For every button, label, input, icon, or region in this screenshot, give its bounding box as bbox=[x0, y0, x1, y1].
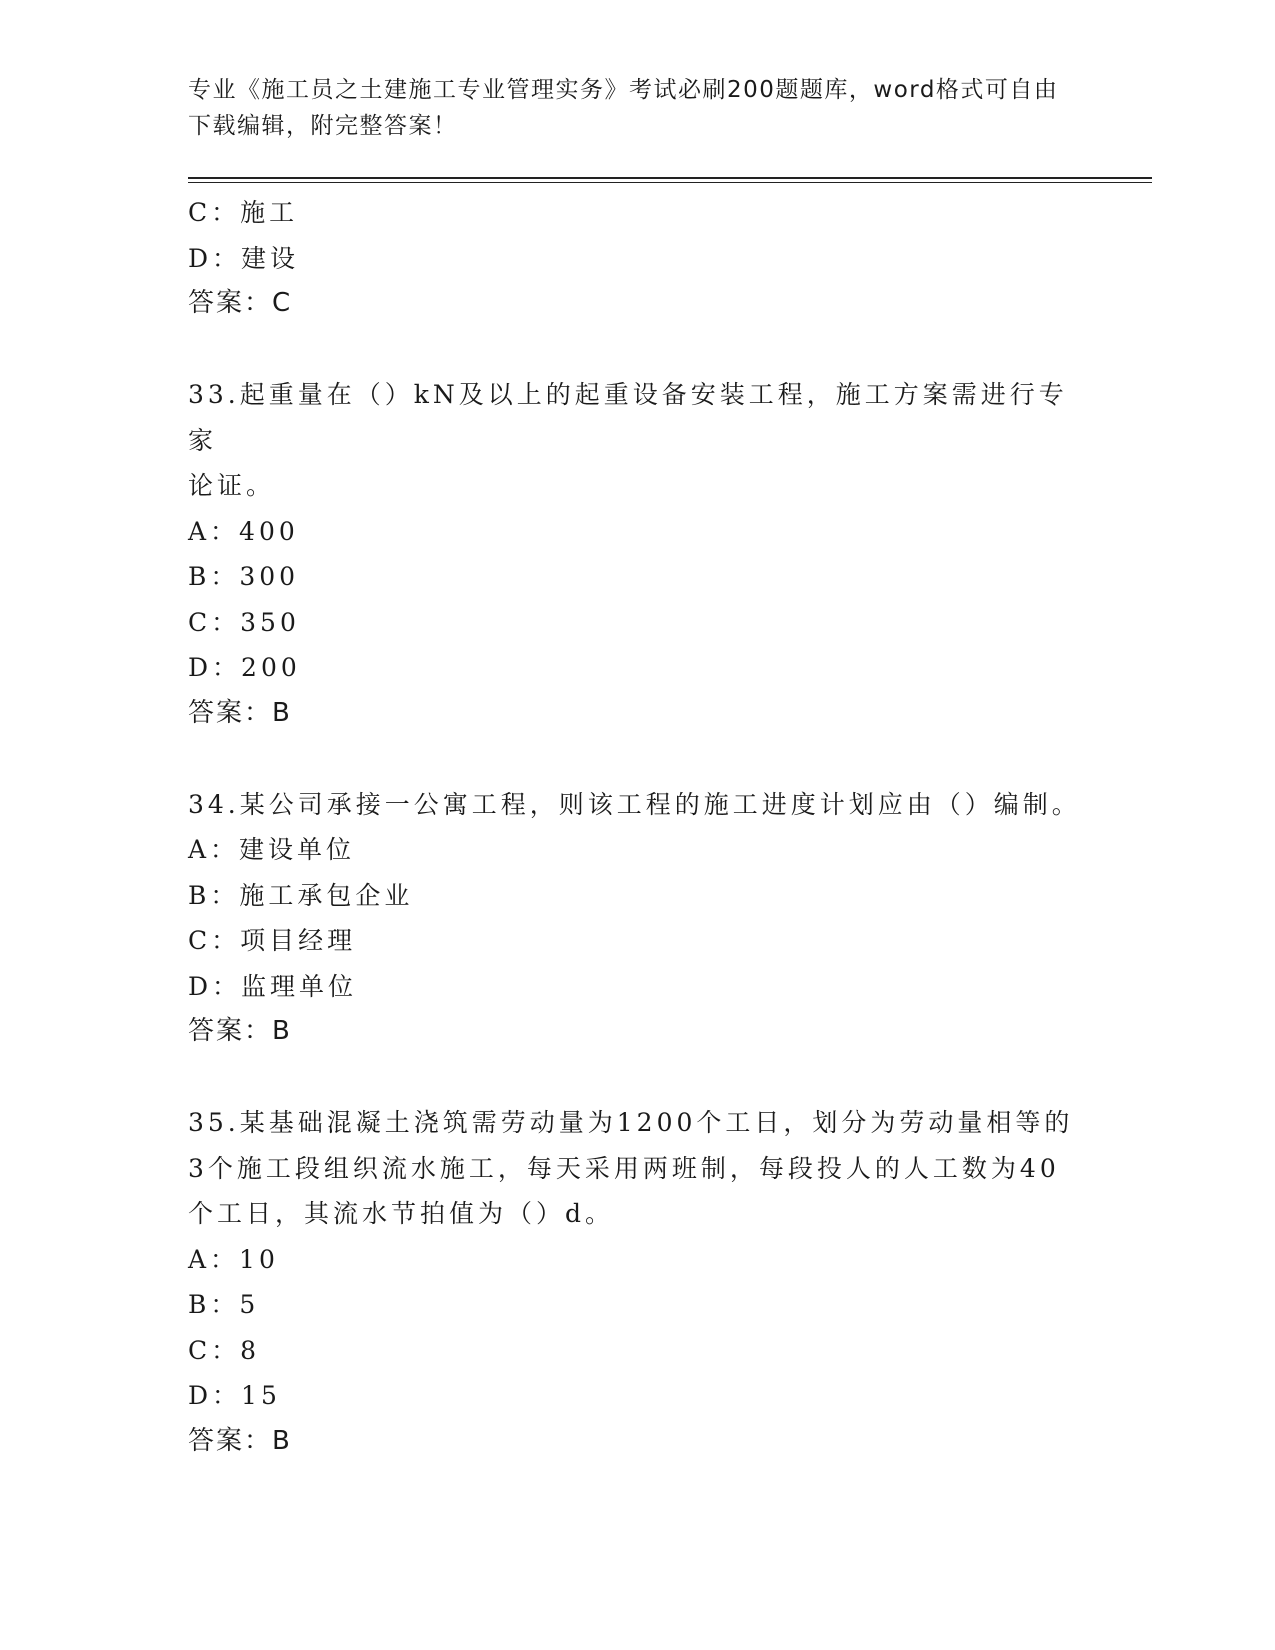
option-a: A：10 bbox=[188, 1244, 279, 1274]
option-c: C：项目经理 bbox=[188, 926, 357, 955]
answer-line: 答案：C bbox=[188, 288, 293, 318]
question-text-line: 个工日，其流水节拍值为（）d。 bbox=[188, 1199, 615, 1228]
option-b: B：300 bbox=[188, 562, 300, 591]
option-c: C：350 bbox=[188, 607, 300, 637]
page-header bbox=[188, 72, 1088, 144]
option-d: D：建设 bbox=[188, 243, 300, 273]
header-rule-thin bbox=[188, 182, 1152, 183]
option-d: D：200 bbox=[188, 653, 301, 682]
answer-line: 答案：B bbox=[188, 1425, 292, 1456]
spacer bbox=[188, 1055, 1088, 1101]
document-body bbox=[188, 190, 1088, 1464]
option-a: A：400 bbox=[188, 516, 299, 546]
header-rule-thick bbox=[188, 177, 1152, 179]
option-a: A：建设单位 bbox=[188, 835, 356, 864]
question-text-line: 论证。 bbox=[188, 471, 276, 500]
option-d: D：监理单位 bbox=[188, 971, 358, 1001]
prev-question-tail bbox=[188, 190, 1088, 327]
option-b: B：施工承包企业 bbox=[188, 880, 414, 910]
spacer bbox=[188, 736, 1088, 782]
question-33 bbox=[188, 372, 1088, 736]
question-text-line: 33.起重量在（）kN及以上的起重设备安装工程，施工方案需进行专家 bbox=[188, 380, 1068, 455]
question-34 bbox=[188, 782, 1088, 1055]
header-line-2: 下载编辑，附完整答案！ bbox=[188, 113, 458, 139]
option-d: D：15 bbox=[188, 1381, 281, 1410]
answer-line: 答案：B bbox=[188, 697, 292, 728]
question-text-line: 3个施工段组织流水施工，每天采用两班制，每段投人的人工数为40 bbox=[188, 1153, 1060, 1183]
header-line-1: 专业《施工员之土建施工专业管理实务》考试必刷200题题库，word格式可自由 bbox=[188, 77, 1059, 103]
question-text-line: 34.某公司承接一公寓工程，则该工程的施工进度计划应由（）编制。 bbox=[188, 789, 1081, 819]
spacer bbox=[188, 327, 1088, 373]
option-b: B：5 bbox=[188, 1290, 260, 1319]
option-c: C：施工 bbox=[188, 198, 299, 227]
option-c: C：8 bbox=[188, 1335, 261, 1365]
question-35 bbox=[188, 1100, 1088, 1464]
question-text-line: 35.某基础混凝土浇筑需劳动量为1200个工日，划分为劳动量相等的 bbox=[188, 1108, 1074, 1137]
answer-line: 答案：B bbox=[188, 1016, 292, 1046]
